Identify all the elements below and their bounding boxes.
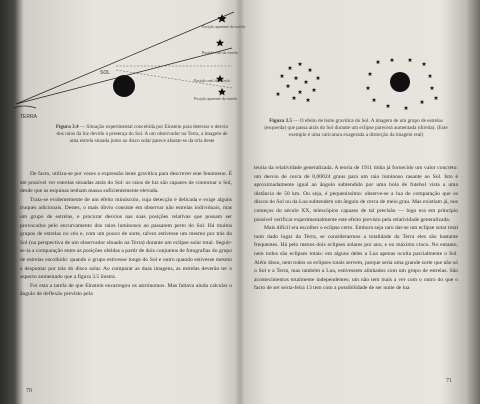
figure-caption-3-5 [258,118,454,139]
star-icon [428,74,432,78]
apparent-position-label-1: Posição aparente da estrela [202,24,246,29]
page-number-right: 71 [446,378,452,384]
paragraph: Trata-se evidentemente de um efeito minúsculo, cuja detecção é delicada e exige alguns truques adicionais. Destes, o mais óbvio consiste em observar não estrelas individuais, mas um grupo de estrelas, e procurar desvios nas suas posições relativas que possam ser provocados pelo encurvamento dos raios luminosos ao passarem perto do Sol. Há muitos grupos de estrelas no céu e, com um pouco de sorte, talvez estivesse um mesmo por trás do Sol (na perspectiva de um observador situado na Terra) durante um eclipse solar total. Seguir-se-ia a comparação entre as posições obtidas a partir de dois conjuntos de fotografias do grupo de estrelas escolhido: quando o grupo estivesse longe do Sol e outro quando estivesse mesmo a despontar por trás do disco solar. Ao comparar as duas imagens, as estrelas deverão ter o aspecto aumentado que a figura 3.5 ilustra. [20,196,232,281]
star-icon [298,90,302,94]
sun-disc [113,75,135,97]
star-icon [368,72,372,76]
star-icon [376,60,380,64]
star-icon [276,92,280,96]
star-group-right [366,58,438,110]
star-group-left [276,62,320,102]
star-icon [304,80,308,84]
caption-label: Figura 3.5 [269,118,293,124]
earth-label: TERRA [20,114,37,120]
paragraph: Mais difícil era escolher o eclipse certo. Embora seja raro dar-se um eclipse solar total num dado lugar da Terra, se considerarmos a totalidade da Terra eles são bastante frequentes. Há pelo menos dois eclipses solares por ano, e no máximo cinco. No entanto, nem todos são eclipses totais: em alguns deles a Lua apenas oculta parcialmente o Sol. Além disso, nem todos os eclipses totais servem, porque seria uma grande sorte que não só o Sol e a Terra, mas também a Lua, estivessem alinhados com um grupo de estrelas. São acontecimentos totalmente independentes; um não tem mais a ver com o outro do que o facto de ser sexta-feira 13 tem com a possibilidade de ser noite de lua [254,225,458,292]
star-icon [288,66,292,70]
star-icon [420,100,424,104]
light-deflection-figure [14,8,246,126]
star-icon [280,74,284,78]
star-icon [298,62,302,66]
page-number-left: 70 [26,388,32,394]
star-icon [366,86,370,90]
earth-arc [14,106,36,108]
paragraph: De facto, utiliza-se por vezes a expressão lente gravítica para descrever este fenómeno. É até possível ver estrelas situadas atrás do Sol: os raios de luz são capazes de contornar o Sol, desde que as esquinas tenham massa suficientemente elevada. [20,171,232,195]
right-page [240,0,466,404]
caption-text: — Situação experimental concebida por Einstein para detectar o desvio dos raios da luz devido à presença do Sol. A um observador na Terra, a imagem de uma estrela situada junto ao disco solar parece afastar-se da orla deste [56,124,229,144]
star-icon [306,98,310,102]
caption-label: Figura 3.4 [55,124,79,130]
star-icon [408,58,412,62]
star-icon [286,84,290,88]
star-icon [294,76,298,80]
star-icon [422,62,426,66]
star-icon [312,88,316,92]
star-icon [372,98,376,102]
star-icon [316,76,320,80]
sun-disc [390,72,410,92]
star-icon [434,96,438,100]
star-icon [217,14,226,23]
real-position-label-2: Posição real da estrela [194,78,230,83]
right-body-text [254,164,458,293]
sun-label: SOL [100,70,111,76]
paragraph: Foi esta a tarefa de que Einstein encarregou os astrónomos. Mas faltava ainda calcular o ângulo de deflexão previsto pela [20,282,232,298]
star-icon [292,96,296,100]
star-icon [430,86,434,90]
real-position-label-1: Posição real da estrela [202,50,238,55]
caption-text: — O efeito de lente gravítica do Sol. A imagem de um grupo de estrelas (esquerda) que passa atrás do Sol durante um eclipse parecerá aumentada (direita). (Este exemplo é uma caricatura exagerada a distorção da imagem real) [264,118,448,138]
star-icon [216,39,224,46]
star-icon [390,58,394,62]
left-page [14,0,246,404]
gravitational-lens-figure [260,56,460,116]
paragraph: teoria da relatividade generalizada. A teoria de 1911 tinha já fornecido um valor concreto: um desvio de cerca de 0,00024 graus para um raio luminoso rasante ao Sol. Isto é aproximadamente igual ao ângulo subtendido por uma bola de futebol vista a uma distância de 50 km. Ou seja, é pequeníssimo: observe-se a lua de comparação que os discos do Sol ou da Lua subtendem um ângulo de cerca de meio grau. Mas existiam já, nos começos do século XX, telescópios capazes de tal precisão — logo era em princípio possível verificar experimentalmente este efeito previsto pela relatividade generalizada. [254,165,458,223]
star-icon [218,88,226,95]
star-icon [404,106,408,110]
star-icon [386,104,390,108]
apparent-position-label-2: Posição aparente da estrela [194,96,238,101]
left-body-text [20,170,232,299]
star-icon [308,68,312,72]
figure-caption-3-4 [54,124,230,145]
